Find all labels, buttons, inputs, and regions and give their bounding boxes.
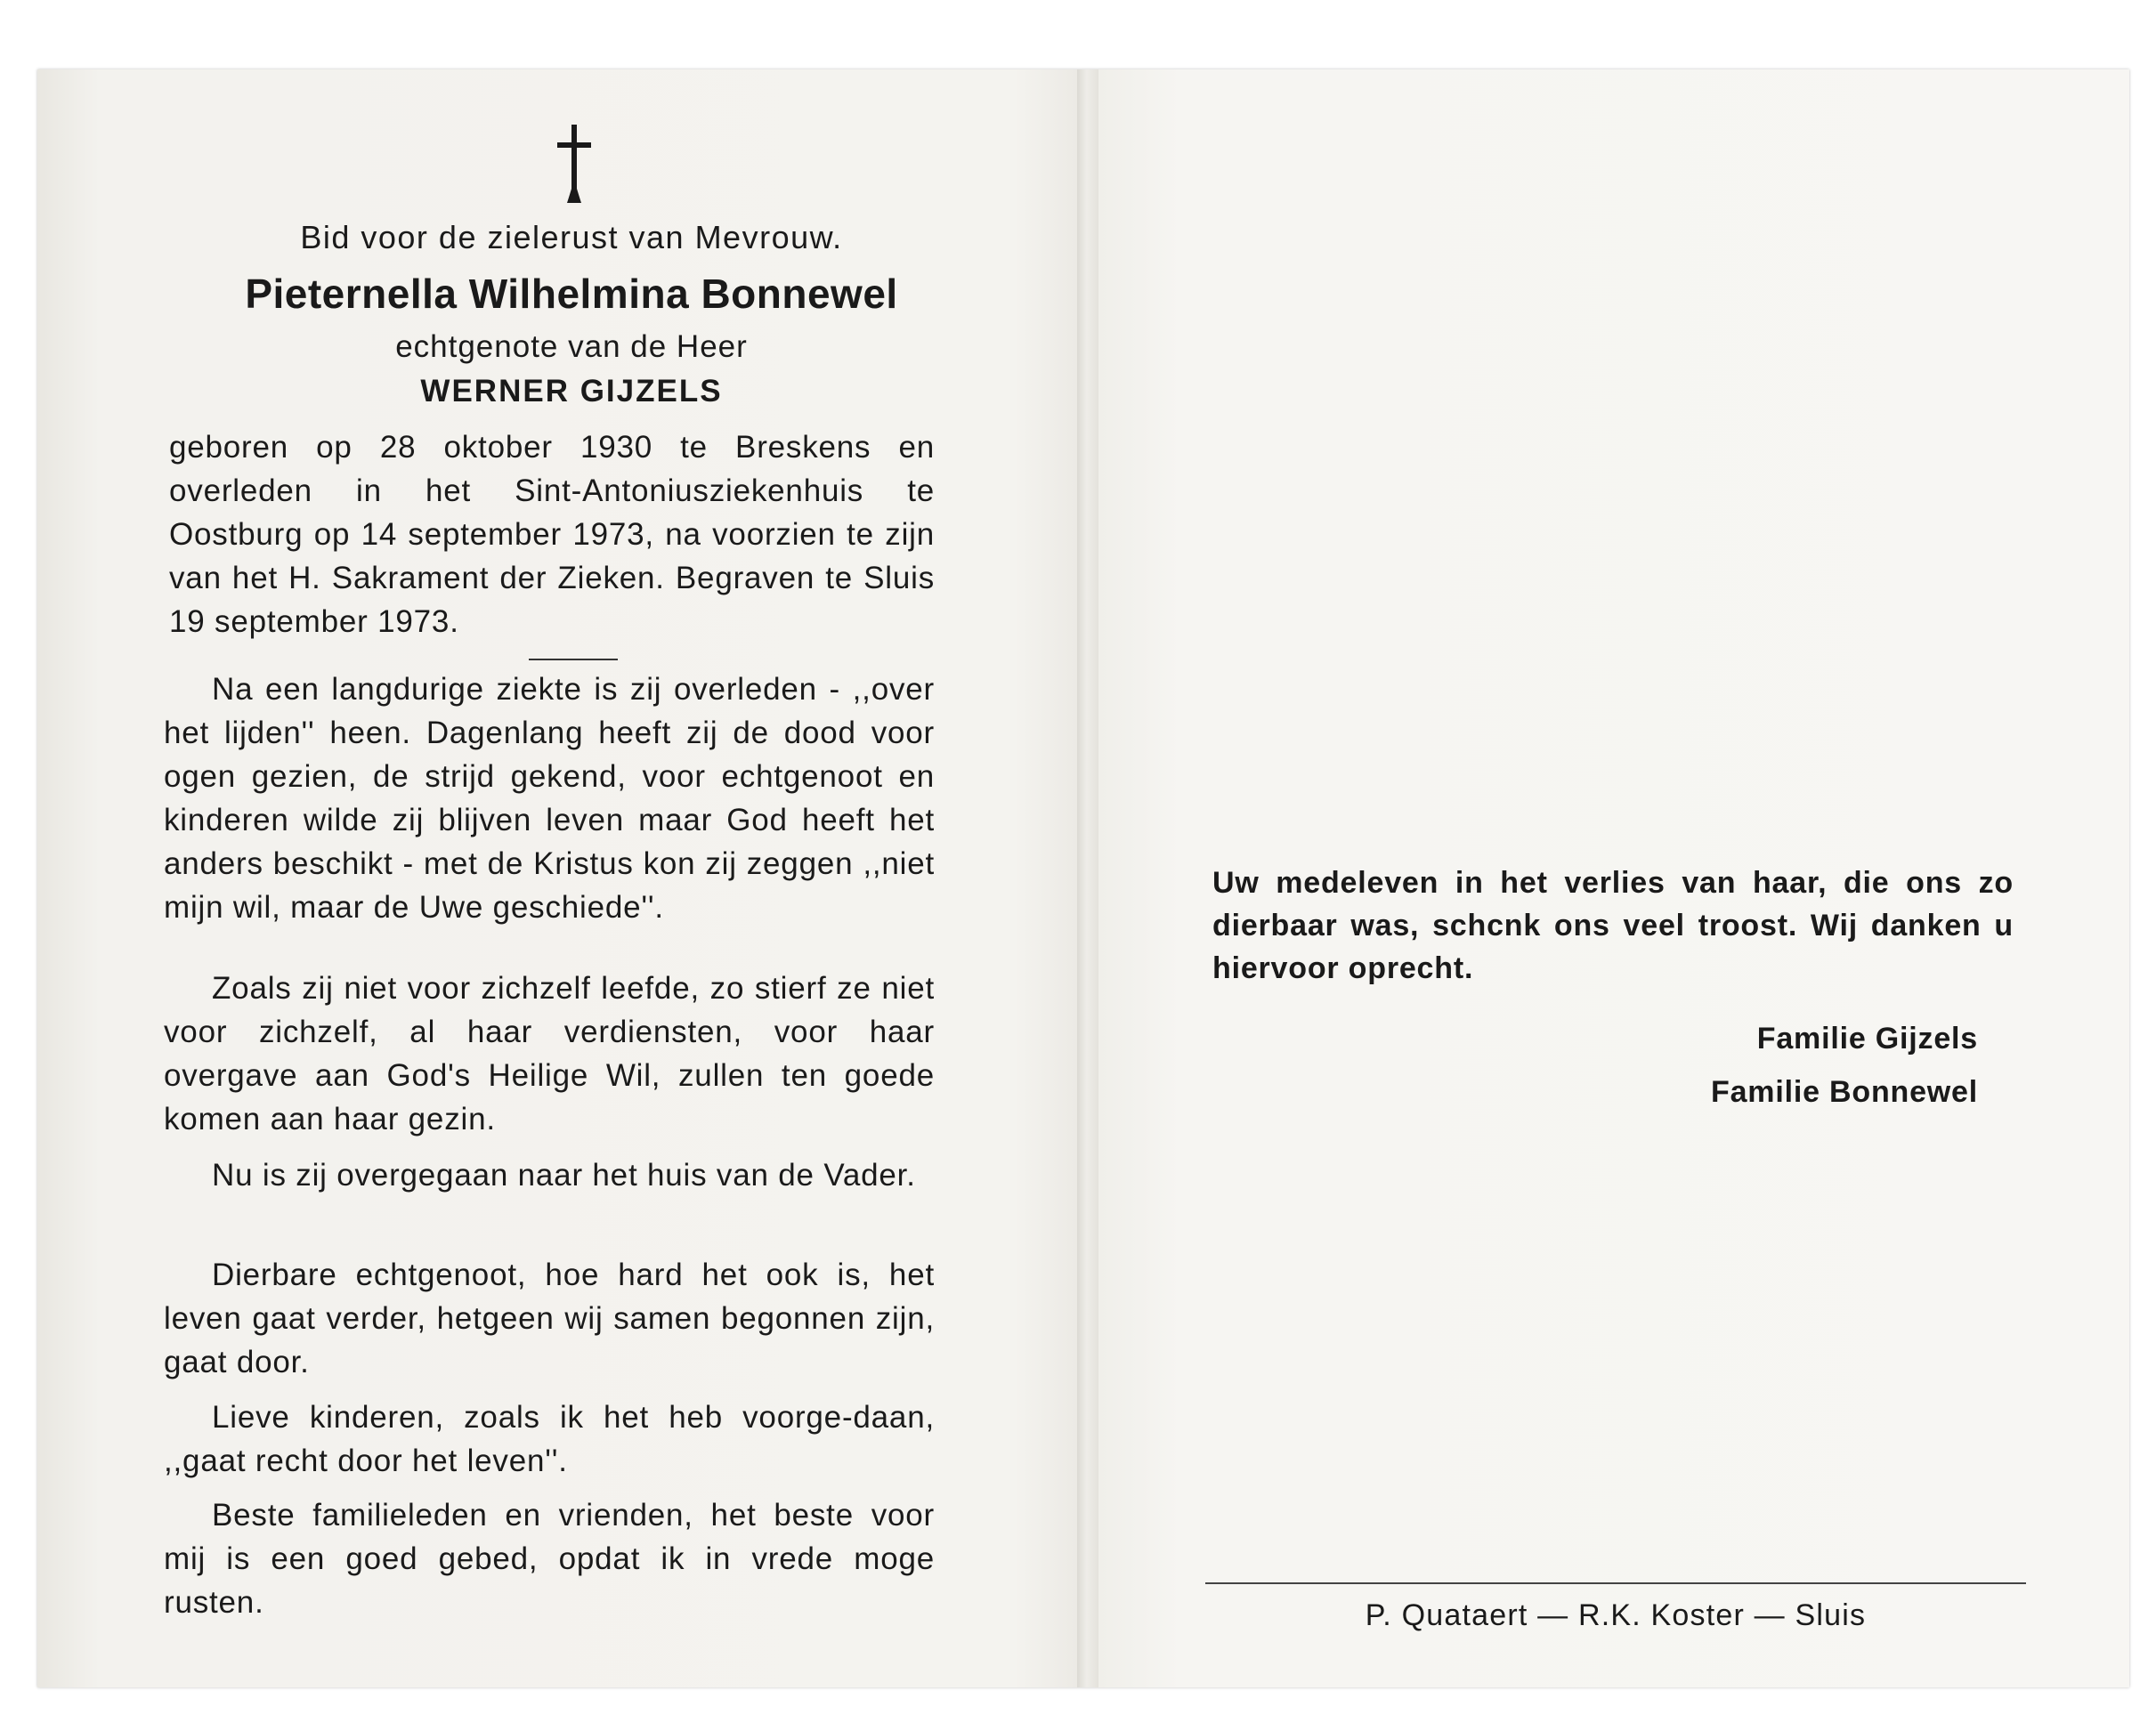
paragraph: Dierbare echtgenoot, hoe hard het ook is, het leven gaat verder, hetgeen wij samen begonnen zijn, gaat door. [164,1258,935,1379]
thanks-message: Uw medeleven in het verlies van haar, die ons zo dierbaar was, schcnk ons veel troost. Wij danken u hiervoor oprecht. [1212,866,2014,985]
cross-icon [552,123,596,205]
spouse-line: echtgenote van de Heer [395,329,748,364]
left-panel [37,69,1077,1687]
footer-divider [1205,1582,2026,1584]
intro-text: Bid voor de zielerust van Mevrouw. [300,219,843,255]
paragraph: Nu is zij overgegaan naar het huis van de Vader. [212,1158,916,1193]
card-fold [1077,69,1098,1687]
paragraph: Beste familieleden en vrienden, het beste voor mij is een goed gebed, opdat ik in vrede moge rusten. [164,1498,935,1620]
divider [529,659,618,660]
paragraph: Zoals zij niet voor zichzelf leefde, zo stierf ze niet voor zichzelf, al haar verdiensten, voor haar overgave aan God's Heilige Wil, zullen ten goede komen aan haar gezin. [164,971,935,1136]
signature-gijzels: Familie Gijzels [1756,1022,1978,1056]
deceased-name: Pieternella Wilhelmina Bonnewel [245,271,898,317]
printer-credit: P. Quataert — R.K. Koster — Sluis [1365,1598,1867,1632]
memorial-card [37,69,2129,1687]
biography: geboren op 28 oktober 1930 te Breskens en overleden in het Sint-Antoniusziekenhuis te Oostburg op 14 september 1973, na voorzien te zijn van het H. Sakrament der Zieken. Begraven te Sluis 19 september 1973. [169,430,935,639]
paragraph: Lieve kinderen, zoals ik het heb voorge-daan, ,,gaat recht door het leven''. [164,1400,935,1478]
spouse-name: WERNER GIJZELS [420,374,723,408]
signature-bonnewel: Familie Bonnewel [1711,1075,1978,1109]
paragraph: Na een langdurige ziekte is zij overleden - ,,over het lijden'' heen. Dagenlang heeft zij de dood voor ogen gezien, de strijd gekend, voor echtgenoot en kinderen wilde zij blijven leven maar God heeft het anders beschikt - met de Kristus kon zij zeggen ,,niet mijn wil, maar de Uwe geschiede''. [164,672,935,925]
